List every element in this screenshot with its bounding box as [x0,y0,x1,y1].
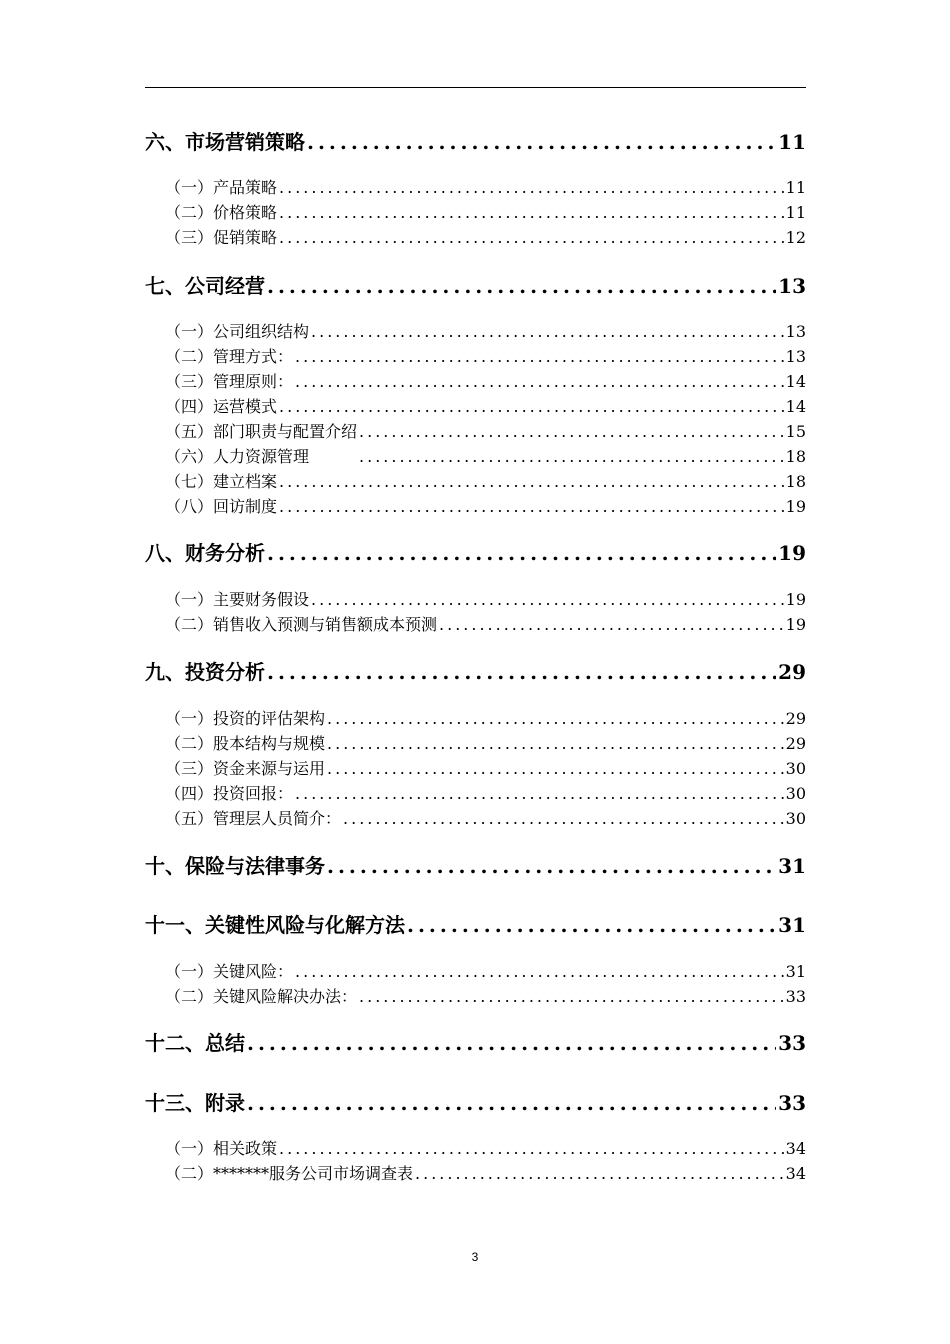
toc-page-number: 19 [785,590,806,609]
dot-leader [279,471,784,493]
toc-page-number: 18 [785,447,806,466]
dot-leader [279,227,784,249]
toc-title: （五）部门职责与配置介绍 [165,422,358,441]
toc-page-number: 19 [785,497,806,516]
dot-leader [327,853,776,879]
toc-page-number: 29 [785,734,806,753]
toc-page-number: 31 [778,854,806,878]
toc-entry[interactable] [165,986,806,1008]
toc-entry[interactable] [165,1163,806,1185]
toc-title: （二）*******服务公司市场调查表 [165,1164,414,1183]
toc-page-number: 30 [785,784,806,803]
toc-entry[interactable] [165,758,806,780]
toc-title: （四）运营模式 [165,397,278,416]
toc-heading[interactable] [145,853,806,879]
toc-title: 九、投资分析 [145,660,265,684]
toc-page-number: 34 [785,1164,806,1183]
toc-title: 十一、关键性风险与化解方法 [145,913,405,937]
dot-leader [311,589,784,611]
toc-entry[interactable] [165,346,806,368]
dot-leader [279,396,784,418]
toc-page-number: 13 [785,347,806,366]
dot-leader [407,912,776,938]
dot-leader [295,346,784,368]
toc-title: （五）管理层人员简介： [165,809,342,828]
toc-title: （一）产品策略 [165,178,278,197]
dot-leader [279,1138,784,1160]
dot-leader [327,733,784,755]
dot-leader [295,371,784,393]
dot-leader [279,177,784,199]
toc-page-number: 33 [785,987,806,1006]
toc-entry[interactable] [165,177,806,199]
dot-leader [359,446,784,468]
toc-title: 十、保险与法律事务 [145,854,325,878]
toc-title: （二）股本结构与规模 [165,734,326,753]
dot-leader [295,783,784,805]
dot-leader [267,659,776,685]
toc-page-number: 31 [785,962,806,981]
toc-entry[interactable] [165,396,806,418]
toc-title: （二）销售收入预测与销售额成本预测 [165,615,438,634]
toc-page-number: 12 [785,228,806,247]
dot-leader [359,986,784,1008]
toc-entry[interactable] [165,961,806,983]
toc-page-number: 14 [785,397,806,416]
toc-entry[interactable] [165,202,806,224]
toc-page-number: 30 [785,759,806,778]
toc-entry[interactable] [165,371,806,393]
toc-heading[interactable] [145,273,806,299]
toc-page-number: 33 [778,1031,806,1055]
toc-page-number: 18 [785,472,806,491]
dot-leader [267,273,776,299]
toc-heading[interactable] [145,540,806,566]
dot-leader [439,614,784,636]
dot-leader [247,1090,776,1116]
dot-leader [327,708,784,730]
toc-entry[interactable] [165,321,806,343]
toc-page-number: 15 [785,422,806,441]
dot-leader [359,421,784,443]
header-rule [145,87,806,88]
toc-title: 七、公司经营 [145,274,265,298]
toc-heading[interactable] [145,129,806,155]
toc-entry[interactable] [165,589,806,611]
toc-entry[interactable] [165,808,806,830]
dot-leader [307,129,776,155]
toc-entry[interactable] [165,614,806,636]
toc-title: （三）促销策略 [165,228,278,247]
toc-entry[interactable] [165,446,806,468]
toc-title: 六、市场营销策略 [145,130,305,154]
toc-title: （三）管理原则： [165,372,294,391]
toc-title: （一）投资的评估架构 [165,709,326,728]
dot-leader [295,961,784,983]
toc-page-number: 13 [778,274,806,298]
toc-page-number: 13 [785,322,806,341]
toc-title: （二）关键风险解决办法： [165,987,358,1006]
toc-title: 十三、附录 [145,1091,245,1115]
toc-entry[interactable] [165,421,806,443]
dot-leader [247,1030,776,1056]
toc-entry[interactable] [165,227,806,249]
toc-entry[interactable] [165,708,806,730]
dot-leader [415,1163,784,1185]
toc-title: 十二、总结 [145,1031,245,1055]
toc-page-number: 11 [778,130,806,154]
toc-title: （六）人力资源管理 [165,447,310,466]
toc-entry[interactable] [165,496,806,518]
toc-page-number: 11 [785,203,806,222]
toc-heading[interactable] [145,659,806,685]
toc-entry[interactable] [165,733,806,755]
toc-title: （二）管理方式： [165,347,294,366]
toc-title: （一）关键风险： [165,962,294,981]
toc-title: （三）资金来源与运用 [165,759,326,778]
dot-leader [311,321,784,343]
toc-title: （一）主要财务假设 [165,590,310,609]
toc-page-number: 29 [785,709,806,728]
toc-page-number: 11 [785,178,806,197]
toc-heading[interactable] [145,1030,806,1056]
toc-page-number: 34 [785,1139,806,1158]
toc-title: 八、财务分析 [145,541,265,565]
toc-page-number: 31 [778,913,806,937]
toc-title: （八）回访制度 [165,497,278,516]
toc-title: （二）价格策略 [165,203,278,222]
dot-leader [279,496,784,518]
toc-heading[interactable] [145,912,806,938]
toc-entry[interactable] [165,1138,806,1160]
toc-page-number: 14 [785,372,806,391]
toc-page-number: 33 [778,1091,806,1115]
dot-leader [267,540,776,566]
toc-heading[interactable] [145,1090,806,1116]
dot-leader [327,758,784,780]
toc-title: （四）投资回报： [165,784,294,803]
toc-entry[interactable] [165,471,806,493]
toc-page-number: 30 [785,809,806,828]
toc-page-number: 29 [778,660,806,684]
toc-page-number: 19 [778,541,806,565]
page-number: 3 [471,1250,479,1264]
toc-title: （七）建立档案 [165,472,278,491]
toc-title: （一）相关政策 [165,1139,278,1158]
dot-leader [343,808,784,830]
toc-page-number: 19 [785,615,806,634]
toc-entry[interactable] [165,783,806,805]
dot-leader [279,202,784,224]
toc-title: （一）公司组织结构 [165,322,310,341]
